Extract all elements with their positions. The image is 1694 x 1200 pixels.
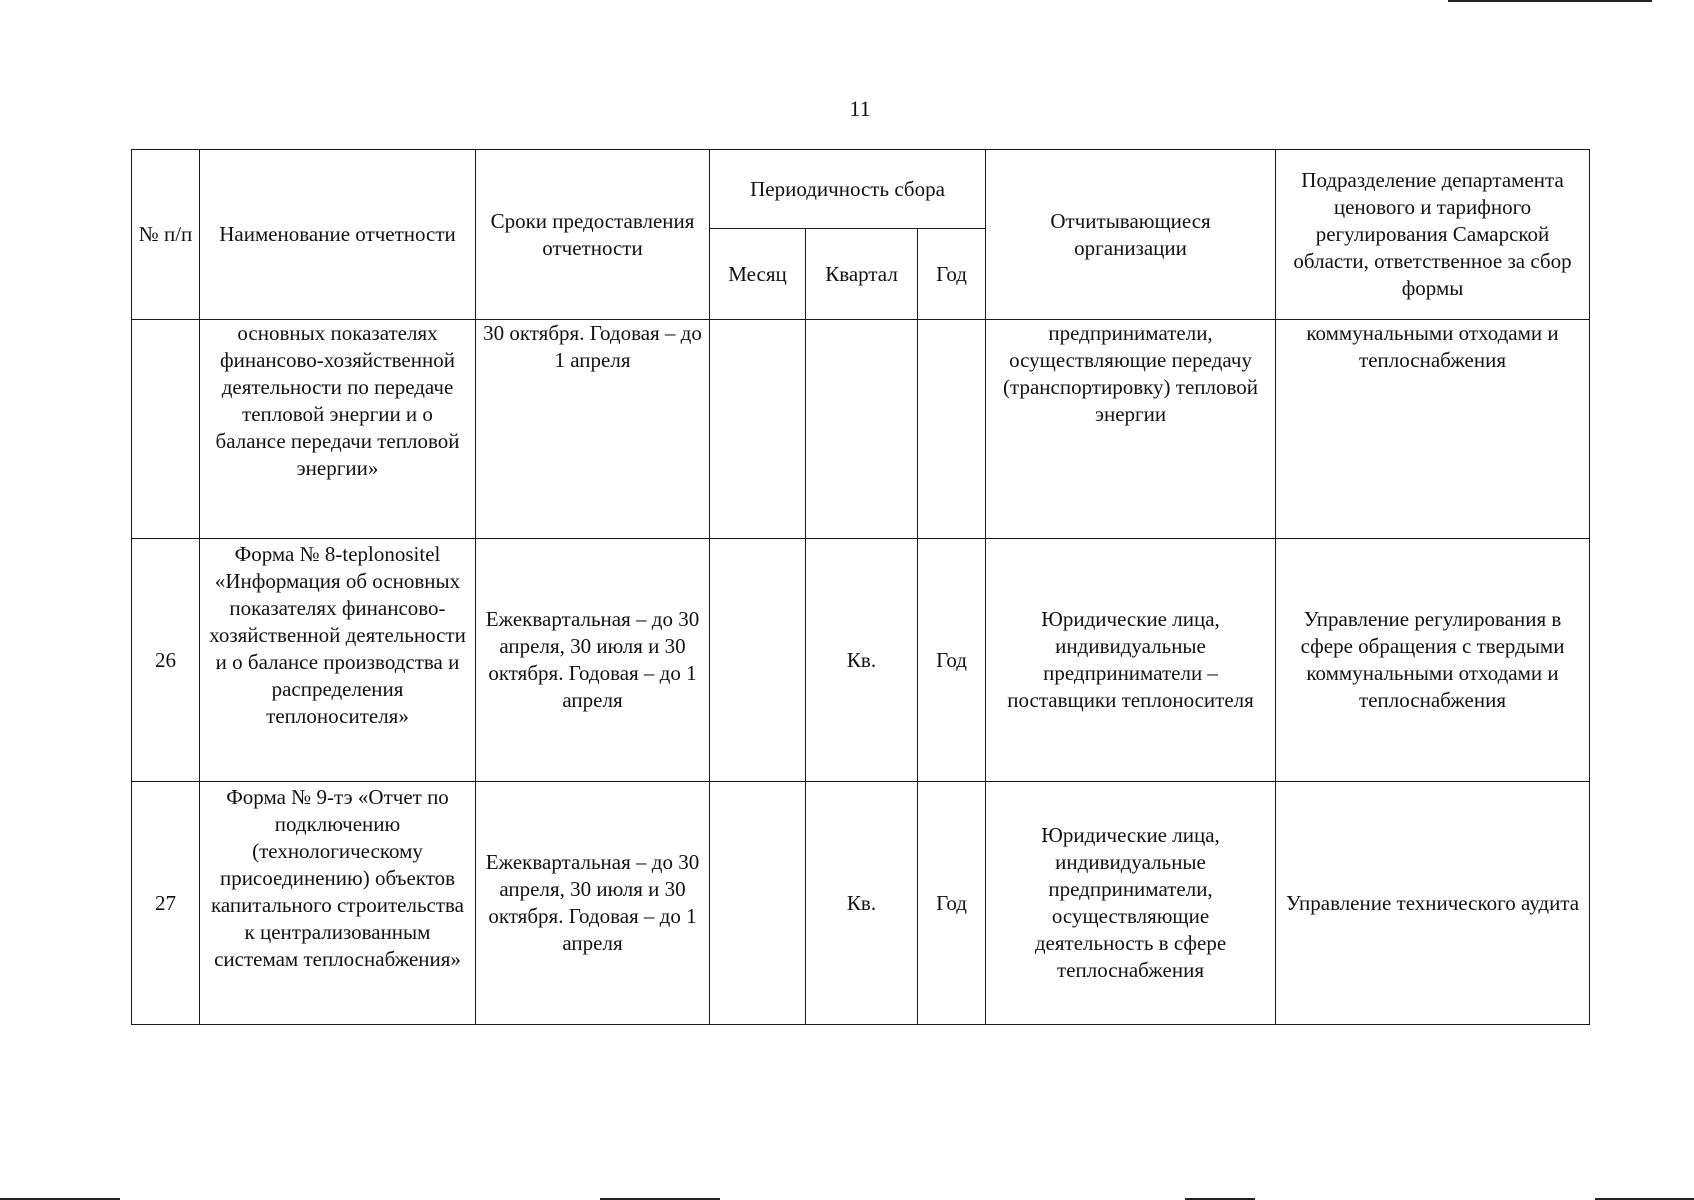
header-num: № п/п [132, 150, 200, 320]
cell-month [710, 320, 806, 539]
cell-report-name: Форма № 8-teplonositel «Информация об основных показателях финансово-хозяйственной деятельности и о балансе производства и распределения теплоносителя» [200, 539, 476, 782]
cell-year: Год [918, 782, 986, 1025]
cell-deadline: 30 октября. Годовая – до 1 апреля [476, 320, 710, 539]
table-header-row [132, 150, 1590, 229]
cell-reporting-orgs: предприниматели, осуществляющие передачу (транспортировку) тепловой энергии [986, 320, 1276, 539]
page-number: 11 [849, 96, 871, 121]
cell-department: Управление технического аудита [1276, 782, 1590, 1025]
cell-year [918, 320, 986, 539]
cell-month [710, 539, 806, 782]
header-deadline: Сроки предоставления отчетности [476, 150, 710, 320]
table-row [132, 539, 1590, 782]
cell-reporting-orgs: Юридические лица, индивидуальные предприниматели, осуществляющие деятельность в сфере теплоснабжения [986, 782, 1276, 1025]
table-row [132, 320, 1590, 539]
header-month: Месяц [710, 229, 806, 320]
cell-department: Управление регулирования в сфере обращения с твердыми коммунальными отходами и теплоснабжения [1276, 539, 1590, 782]
cell-report-name: Форма № 9-тэ «Отчет по подключению (технологическому присоединению) объектов капитального строительства к централизованным системам теплоснабжения» [200, 782, 476, 1025]
header-quarter: Квартал [806, 229, 918, 320]
header-department: Подразделение департамента ценового и тарифного регулирования Самарской области, ответственное за сбор формы [1276, 150, 1590, 320]
header-reporting-orgs: Отчитывающиеся организации [986, 150, 1276, 320]
cell-deadline: Ежеквартальная – до 30 апреля, 30 июля и 30 октября. Годовая – до 1 апреля [476, 782, 710, 1025]
header-year: Год [918, 229, 986, 320]
cell-num: 26 [132, 539, 200, 782]
cell-department: коммунальными отходами и теплоснабжения [1276, 320, 1590, 539]
cell-deadline: Ежеквартальная – до 30 апреля, 30 июля и 30 октября. Годовая – до 1 апреля [476, 539, 710, 782]
cell-month [710, 782, 806, 1025]
table-row [132, 782, 1590, 1025]
header-periodicity: Периодичность сбора [710, 150, 986, 229]
cell-year: Год [918, 539, 986, 782]
cell-num: 27 [132, 782, 200, 1025]
cell-num [132, 320, 200, 539]
cell-quarter: Кв. [806, 782, 918, 1025]
cell-report-name: основных показателях финансово-хозяйственной деятельности по передаче тепловой энергии и о балансе передачи тепловой энергии» [200, 320, 476, 539]
cell-quarter [806, 320, 918, 539]
cell-reporting-orgs: Юридические лица, индивидуальные предприниматели – поставщики теплоносителя [986, 539, 1276, 782]
cell-quarter: Кв. [806, 539, 918, 782]
scan-edge-line [1448, 0, 1652, 2]
header-report-name: Наименование отчетности [200, 150, 476, 320]
reporting-forms-table [131, 149, 1590, 1025]
